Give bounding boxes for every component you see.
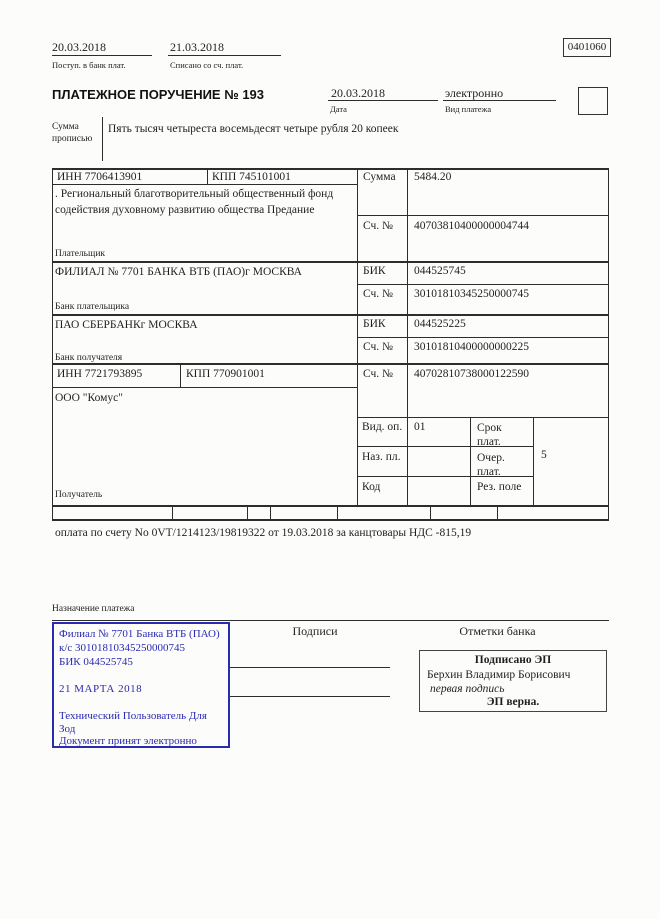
payer-account-label: Сч. № xyxy=(363,220,394,232)
table-border xyxy=(430,505,431,520)
payee-inn: ИНН 7721793895 xyxy=(57,368,143,380)
esign-signer-name: Берхин Владимир Борисович xyxy=(427,669,571,681)
bank-marks-heading: Отметки банка xyxy=(459,624,536,638)
payment-kind-value: электронно xyxy=(445,86,504,100)
payment-kind-label: Вид платежа xyxy=(445,104,492,114)
payer-bank-bik: 044525745 xyxy=(414,265,466,277)
status-checkbox xyxy=(578,87,608,115)
table-border xyxy=(270,505,271,520)
table-border xyxy=(52,184,358,185)
payee-bank-bik-label: БИК xyxy=(363,318,386,330)
table-border xyxy=(357,284,609,285)
pay-order-value: 5 xyxy=(541,449,547,461)
stamp-bik: БИК 044525745 xyxy=(59,656,133,668)
payer-bank-label: Банк плательщика xyxy=(55,302,130,312)
table-border xyxy=(247,505,248,520)
stamp-note: Документ принят электронно xyxy=(59,735,197,747)
debited-date-label: Списано со сч. плат. xyxy=(170,60,244,70)
signatures-heading: Подписи xyxy=(292,624,338,638)
payee-bank-name: ПАО СБЕРБАНКг МОСКВА xyxy=(55,319,198,331)
date-label: Дата xyxy=(330,104,347,114)
esign-verdict: ЭП верна. xyxy=(486,696,540,708)
table-border xyxy=(180,363,181,388)
payer-label: Плательщик xyxy=(55,249,106,259)
amount-label: Сумма xyxy=(363,171,396,183)
received-date-underline xyxy=(52,55,152,56)
table-border xyxy=(357,417,609,418)
payer-inn: ИНН 7706413901 xyxy=(57,171,143,183)
table-border xyxy=(52,387,358,388)
table-border xyxy=(357,168,358,506)
payee-label: Получатель xyxy=(55,490,103,500)
table-border xyxy=(357,215,609,216)
signature-line xyxy=(230,667,390,668)
op-kind-value: 01 xyxy=(414,421,426,433)
payee-kpp: КПП 770901001 xyxy=(186,368,265,380)
esign-stamp-box xyxy=(419,650,607,712)
footer-divider xyxy=(52,620,609,621)
esign-subtitle: первая подпись xyxy=(430,683,505,695)
res-field-label: Рез. поле xyxy=(477,481,522,493)
table-border xyxy=(172,505,173,520)
payer-kpp: КПП 745101001 xyxy=(212,171,291,183)
payer-bank-account-label: Сч. № xyxy=(363,288,394,300)
code-label: Код xyxy=(362,481,381,493)
payer-name: . Региональный благотворительный общественный фонд содействия духовному развитию общества Предание xyxy=(55,188,334,216)
amount-value: 5484.20 xyxy=(414,171,452,183)
payee-name: ООО "Комус" xyxy=(55,392,123,404)
amount-words: Пять тысяч четыреста восемьдесят четыре рубля 20 копеек xyxy=(108,123,399,135)
table-border xyxy=(52,505,609,507)
amount-words-divider xyxy=(102,117,103,161)
table-border xyxy=(52,168,53,521)
payee-account: 40702810738000122590 xyxy=(414,368,529,380)
payment-kind-underline xyxy=(443,100,556,101)
table-border xyxy=(337,505,338,520)
table-border xyxy=(207,168,208,185)
payment-purpose-label: Назначение платежа xyxy=(52,604,135,614)
document-date: 20.03.2018 xyxy=(331,86,385,100)
payee-bank-label: Банк получателя xyxy=(55,353,123,363)
esign-title: Подписано ЭП xyxy=(474,654,552,666)
pay-term-label: Срок плат. xyxy=(477,422,502,448)
debited-date: 21.03.2018 xyxy=(170,40,224,54)
form-code-box: 0401060 xyxy=(563,38,611,57)
table-border xyxy=(470,417,471,506)
table-border xyxy=(357,337,609,338)
table-border xyxy=(52,519,609,521)
stamp-user: Технический Пользователь Для Зод xyxy=(59,710,207,735)
table-border xyxy=(407,168,408,506)
table-border xyxy=(52,168,609,170)
document-title: ПЛАТЕЖНОЕ ПОРУЧЕНИЕ № 193 xyxy=(52,87,265,102)
payee-bank-account-label: Сч. № xyxy=(363,341,394,353)
table-border xyxy=(497,505,498,520)
received-date-label: Поступ. в банк плат. xyxy=(52,60,126,70)
stamp-corr-account: к/с 30101810345250000745 xyxy=(59,642,186,654)
payer-account: 40703810400000004744 xyxy=(414,220,529,232)
stamp-bank-name: Филиал № 7701 Банка ВТБ (ПАО) xyxy=(59,628,220,640)
purpose-code-label: Наз. пл. xyxy=(362,451,401,463)
stamp-date: 21 МАРТА 2018 xyxy=(59,683,143,695)
op-kind-label: Вид. оп. xyxy=(362,421,403,433)
table-border xyxy=(608,168,609,521)
table-border xyxy=(533,417,534,506)
date-underline xyxy=(328,100,438,101)
pay-order-label: Очер. плат. xyxy=(477,452,505,478)
received-date: 20.03.2018 xyxy=(52,40,106,54)
payee-account-label: Сч. № xyxy=(363,368,394,380)
payer-bank-account: 30101810345250000745 xyxy=(414,288,529,300)
payer-bank-name: ФИЛИАЛ № 7701 БАНКА ВТБ (ПАО)г МОСКВА xyxy=(55,266,302,278)
debited-date-underline xyxy=(168,55,281,56)
bank-stamp-box xyxy=(52,622,230,748)
payment-purpose-text: оплата по счету No 0VT/1214123/19819322 от 19.03.2018 за канцтовары НДС -815,19 xyxy=(55,527,472,539)
table-border xyxy=(52,363,609,365)
payee-bank-account: 30101810400000000225 xyxy=(414,341,529,353)
table-border xyxy=(52,261,609,263)
table-border xyxy=(52,314,609,316)
payee-bank-bik: 044525225 xyxy=(414,318,466,330)
signature-line xyxy=(230,696,390,697)
amount-words-label: Сумма прописью xyxy=(52,122,93,144)
payer-bank-bik-label: БИК xyxy=(363,265,386,277)
